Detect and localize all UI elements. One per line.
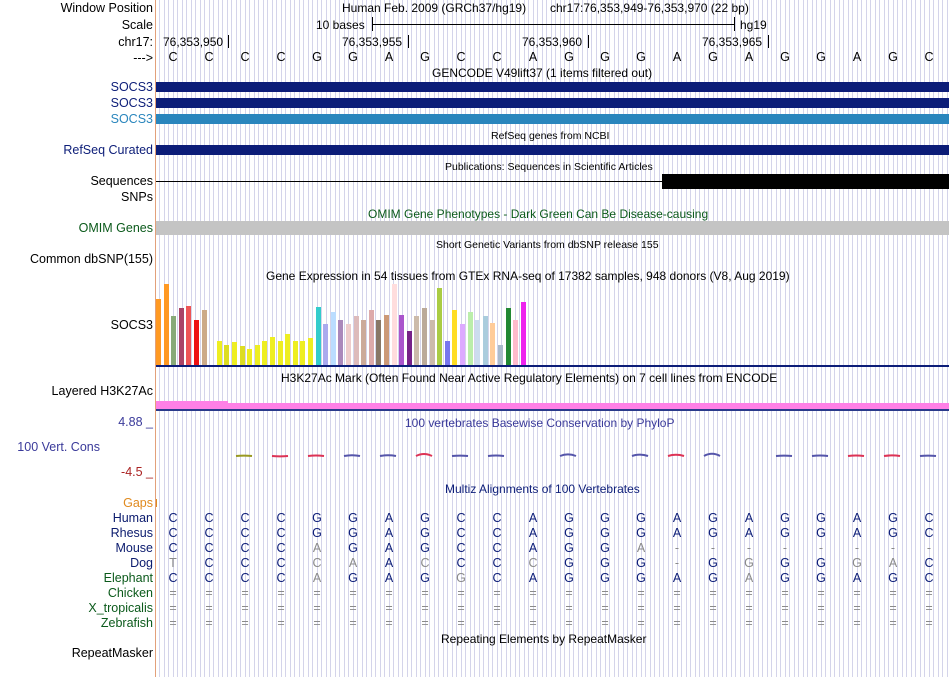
aligned-base: = [457, 586, 465, 600]
aligned-base: = [349, 601, 357, 615]
aligned-base: C [240, 511, 250, 525]
phylop-mark [704, 454, 720, 456]
aligned-base: G [708, 526, 718, 540]
aligned-base: = [349, 616, 357, 630]
aligned-base: C [204, 511, 214, 525]
aligned-base: = [565, 586, 573, 600]
aligned-base: = [781, 586, 789, 600]
species-label-dog[interactable]: Dog [130, 556, 153, 570]
aligned-base: - [818, 541, 824, 555]
reference-base: A [852, 50, 862, 64]
aligned-base: = [349, 586, 357, 600]
aligned-base: C [168, 571, 178, 585]
aligned-base: G [780, 526, 790, 540]
aligned-base: G [456, 571, 466, 585]
reference-base: C [456, 50, 466, 64]
aligned-base: - [746, 541, 752, 555]
reference-base: A [672, 50, 682, 64]
reference-base: G [780, 50, 790, 64]
aligned-base: T [169, 556, 177, 570]
phylop-max-label: 4.88 _ [118, 415, 153, 429]
aligned-base: = [565, 601, 573, 615]
phylop-mark [344, 455, 360, 456]
aligned-base: = [853, 616, 861, 630]
track-label-omim[interactable]: OMIM Genes [78, 221, 153, 235]
aligned-base: C [456, 526, 466, 540]
aligned-base: C [312, 556, 322, 570]
aligned-base: G [312, 526, 322, 540]
aligned-base: C [492, 526, 502, 540]
aligned-base: = [493, 601, 501, 615]
aligned-base: C [204, 556, 214, 570]
aligned-base: C [492, 511, 502, 525]
label-window-position: Window Position [60, 1, 153, 15]
aligned-base: C [456, 511, 466, 525]
aligned-base: = [817, 586, 825, 600]
aligned-base: = [529, 616, 537, 630]
aligned-base: A [636, 541, 646, 555]
aligned-base: = [673, 601, 681, 615]
aligned-base: G [888, 511, 898, 525]
aligned-base: G [744, 556, 754, 570]
reference-base: C [276, 50, 286, 64]
aligned-base: = [817, 601, 825, 615]
aligned-base: G [348, 571, 358, 585]
aligned-base: G [636, 556, 646, 570]
aligned-base: = [709, 601, 717, 615]
aligned-base: - [782, 541, 788, 555]
aligned-base: C [204, 541, 214, 555]
aligned-base: C [276, 556, 286, 570]
aligned-base: = [493, 616, 501, 630]
aligned-base: G [312, 511, 322, 525]
aligned-base: = [277, 601, 285, 615]
multiz-title: Multiz Alignments of 100 Vertebrates [445, 482, 640, 496]
aligned-base: G [888, 571, 898, 585]
aligned-base: = [637, 586, 645, 600]
tick-label-3: 76,353,960 [522, 35, 583, 49]
aligned-base: A [384, 556, 394, 570]
refseq-title: RefSeq genes from NCBI [491, 130, 610, 142]
aligned-base: G [780, 556, 790, 570]
phylop-mark [632, 455, 648, 456]
aligned-base: G [780, 511, 790, 525]
aligned-base: C [276, 571, 286, 585]
aligned-base: = [457, 601, 465, 615]
track-label-h3k27ac[interactable]: Layered H3K27Ac [51, 384, 153, 398]
aligned-base: = [889, 586, 897, 600]
aligned-base: G [600, 571, 610, 585]
aligned-base: A [528, 541, 538, 555]
aligned-base: - [890, 541, 896, 555]
aligned-base: C [240, 571, 250, 585]
aligned-base: A [852, 526, 862, 540]
aligned-base: G [636, 571, 646, 585]
assembly-text: Human Feb. 2009 (GRCh37/hg19) [342, 1, 527, 15]
aligned-base: = [601, 616, 609, 630]
aligned-base: A [888, 556, 898, 570]
species-label-mouse[interactable]: Mouse [115, 541, 153, 555]
aligned-base: G [708, 571, 718, 585]
aligned-base: C [420, 556, 430, 570]
aligned-base: G [636, 526, 646, 540]
label-scale: Scale [121, 18, 153, 32]
aligned-base: = [745, 601, 753, 615]
reference-base: G [816, 50, 826, 64]
scale-db: hg19 [740, 18, 767, 32]
aligned-base: A [672, 571, 682, 585]
aligned-base: A [312, 541, 322, 555]
aligned-base: = [529, 601, 537, 615]
aligned-base: G [564, 511, 574, 525]
phylop-mark [416, 454, 432, 456]
aligned-base: = [745, 586, 753, 600]
aligned-base: A [384, 541, 394, 555]
aligned-base: - [674, 541, 680, 555]
track-label-snps[interactable]: SNPs [121, 190, 153, 204]
repeatmasker-title: Repeating Elements by RepeatMasker [441, 632, 647, 646]
aligned-base: - [854, 541, 860, 555]
aligned-base: = [205, 586, 213, 600]
phylop-mark [668, 455, 684, 456]
aligned-base: = [421, 601, 429, 615]
species-label-rhesus[interactable]: Rhesus [110, 526, 153, 540]
aligned-base: C [924, 571, 934, 585]
aligned-base: = [565, 616, 573, 630]
aligned-base: G [600, 541, 610, 555]
aligned-base: = [169, 586, 177, 600]
gaps-mark [156, 499, 157, 507]
aligned-base: = [745, 616, 753, 630]
track-label-socs3-1[interactable]: SOCS3 [110, 80, 153, 94]
reference-base: C [204, 50, 214, 64]
aligned-base: A [528, 511, 538, 525]
aligned-base: = [853, 601, 861, 615]
track-label-gaps[interactable]: Gaps [123, 496, 153, 510]
species-label-x_tropicalis[interactable]: X_tropicalis [88, 601, 153, 615]
track-label-repeatmasker[interactable]: RepeatMasker [71, 646, 153, 660]
phylop-mark [560, 454, 576, 456]
aligned-base: = [169, 601, 177, 615]
aligned-base: A [384, 526, 394, 540]
aligned-base: = [781, 616, 789, 630]
aligned-base: = [637, 601, 645, 615]
omim-title: OMIM Gene Phenotypes - Dark Green Can Be Disease-causing [368, 207, 709, 221]
aligned-base: = [385, 586, 393, 600]
aligned-base: G [816, 571, 826, 585]
dbsnp-title: Short Genetic Variants from dbSNP release 155 [436, 239, 659, 251]
species-label-chicken[interactable]: Chicken [107, 586, 153, 600]
track-label-phylop[interactable]: 100 Vert. Cons [17, 440, 100, 454]
aligned-base: A [852, 511, 862, 525]
aligned-base: G [420, 541, 430, 555]
reference-base: G [708, 50, 718, 64]
reference-base: G [600, 50, 610, 64]
aligned-base: = [709, 586, 717, 600]
aligned-base: = [241, 601, 249, 615]
aligned-base: = [385, 601, 393, 615]
reference-base: G [636, 50, 646, 64]
aligned-base: A [744, 526, 754, 540]
aligned-base: = [493, 586, 501, 600]
phylop-mark [848, 455, 864, 456]
aligned-base: = [925, 601, 933, 615]
track-label-refseq[interactable]: RefSeq Curated [63, 143, 153, 157]
reference-base: C [492, 50, 502, 64]
aligned-base: = [709, 616, 717, 630]
track-label-gtex[interactable]: SOCS3 [110, 318, 153, 332]
aligned-base: A [672, 511, 682, 525]
aligned-base: = [241, 616, 249, 630]
aligned-base: = [673, 616, 681, 630]
aligned-base: = [277, 616, 285, 630]
aligned-base: = [925, 616, 933, 630]
reference-base: G [348, 50, 358, 64]
reference-base: G [420, 50, 430, 64]
aligned-base: C [168, 511, 178, 525]
aligned-base: G [420, 511, 430, 525]
track-label-sequences[interactable]: Sequences [90, 174, 153, 188]
species-label-elephant[interactable]: Elephant [103, 571, 153, 585]
aligned-base: A [744, 571, 754, 585]
aligned-base: C [276, 511, 286, 525]
aligned-base: G [708, 556, 718, 570]
aligned-base: C [204, 571, 214, 585]
aligned-base: = [277, 586, 285, 600]
aligned-base: C [924, 511, 934, 525]
aligned-base: = [169, 616, 177, 630]
reference-base: C [924, 50, 934, 64]
aligned-base: C [240, 526, 250, 540]
aligned-base: A [312, 571, 322, 585]
aligned-base: A [528, 526, 538, 540]
phylop-mark [884, 455, 900, 456]
track-label-socs3-3[interactable]: SOCS3 [110, 112, 153, 126]
aligned-base: G [600, 556, 610, 570]
aligned-base: G [564, 526, 574, 540]
aligned-base: = [781, 601, 789, 615]
label-strand: ---> [133, 51, 153, 65]
aligned-base: = [241, 586, 249, 600]
aligned-base: = [601, 586, 609, 600]
aligned-base: = [313, 601, 321, 615]
reference-base: G [564, 50, 574, 64]
tick-label-2: 76,353,955 [342, 35, 403, 49]
aligned-base: A [744, 511, 754, 525]
phylop-title: 100 vertebrates Basewise Conservation by PhyloP [405, 416, 675, 430]
aligned-base: G [420, 526, 430, 540]
aligned-base: C [240, 541, 250, 555]
aligned-base: G [348, 511, 358, 525]
aligned-base: = [421, 616, 429, 630]
species-label-human[interactable]: Human [112, 511, 153, 525]
aligned-base: G [348, 526, 358, 540]
aligned-base: C [492, 541, 502, 555]
aligned-base: = [817, 616, 825, 630]
reference-base: A [528, 50, 538, 64]
aligned-base: = [889, 601, 897, 615]
aligned-base: C [492, 556, 502, 570]
reference-base: A [384, 50, 394, 64]
tick-label-1: 76,353,950 [163, 35, 224, 49]
aligned-base: C [492, 571, 502, 585]
label-chrom: chr17: [118, 35, 153, 49]
aligned-base: C [276, 541, 286, 555]
reference-base: C [240, 50, 250, 64]
aligned-base: G [708, 511, 718, 525]
aligned-base: = [205, 616, 213, 630]
aligned-base: A [672, 526, 682, 540]
aligned-base: = [421, 586, 429, 600]
aligned-base: = [205, 601, 213, 615]
phylop-min-label: -4.5 _ [121, 465, 153, 479]
reference-base: C [168, 50, 178, 64]
aligned-base: C [240, 556, 250, 570]
aligned-base: C [456, 556, 466, 570]
aligned-base: G [564, 541, 574, 555]
aligned-base: - [926, 541, 932, 555]
aligned-base: G [348, 541, 358, 555]
aligned-base: = [673, 586, 681, 600]
aligned-base: G [600, 526, 610, 540]
aligned-base: G [420, 571, 430, 585]
pubs-title: Publications: Sequences in Scientific Articles [445, 161, 653, 173]
reference-base: G [312, 50, 322, 64]
aligned-base: = [853, 586, 861, 600]
aligned-base: G [564, 556, 574, 570]
aligned-base: G [600, 511, 610, 525]
h3k27ac-title: H3K27Ac Mark (Often Found Near Active Regulatory Elements) on 7 cell lines from ENCODE [281, 371, 778, 385]
gtex-title: Gene Expression in 54 tissues from GTEx RNA-seq of 17382 samples, 948 donors (V8, Aug 2019) [266, 269, 790, 283]
aligned-base: C [168, 541, 178, 555]
aligned-base: G [564, 571, 574, 585]
aligned-base: G [888, 526, 898, 540]
aligned-base: G [816, 526, 826, 540]
aligned-base: = [313, 616, 321, 630]
tick-label-4: 76,353,965 [702, 35, 763, 49]
scale-text: 10 bases [316, 18, 365, 32]
track-label-socs3-2[interactable]: SOCS3 [110, 96, 153, 110]
aligned-base: = [637, 616, 645, 630]
aligned-base: = [925, 586, 933, 600]
species-label-zebrafish[interactable]: Zebrafish [100, 616, 153, 630]
phylop-mark [380, 455, 396, 456]
aligned-base: = [385, 616, 393, 630]
aligned-base: A [384, 571, 394, 585]
reference-base: G [888, 50, 898, 64]
aligned-base: G [816, 556, 826, 570]
track-label-dbsnp[interactable]: Common dbSNP(155) [30, 252, 153, 266]
aligned-base: C [276, 526, 286, 540]
aligned-base: C [168, 526, 178, 540]
aligned-base: G [780, 571, 790, 585]
aligned-base: C [456, 541, 466, 555]
position-text: chr17:76,353,949-76,353,970 (22 bp) [550, 1, 749, 15]
aligned-base: G [852, 556, 862, 570]
reference-base: A [744, 50, 754, 64]
gencode-title: GENCODE V49lift37 (1 items filtered out) [432, 66, 653, 80]
aligned-base: C [204, 526, 214, 540]
aligned-base: G [636, 511, 646, 525]
aligned-base: C [924, 556, 934, 570]
aligned-base: A [852, 571, 862, 585]
aligned-base: = [529, 586, 537, 600]
aligned-base: C [528, 556, 538, 570]
aligned-base: G [816, 511, 826, 525]
aligned-base: C [924, 526, 934, 540]
aligned-base: A [348, 556, 358, 570]
aligned-base: - [674, 556, 680, 570]
aligned-base: = [313, 586, 321, 600]
aligned-base: = [601, 601, 609, 615]
aligned-base: - [710, 541, 716, 555]
aligned-base: A [384, 511, 394, 525]
aligned-base: A [528, 571, 538, 585]
aligned-base: = [457, 616, 465, 630]
aligned-base: = [889, 616, 897, 630]
